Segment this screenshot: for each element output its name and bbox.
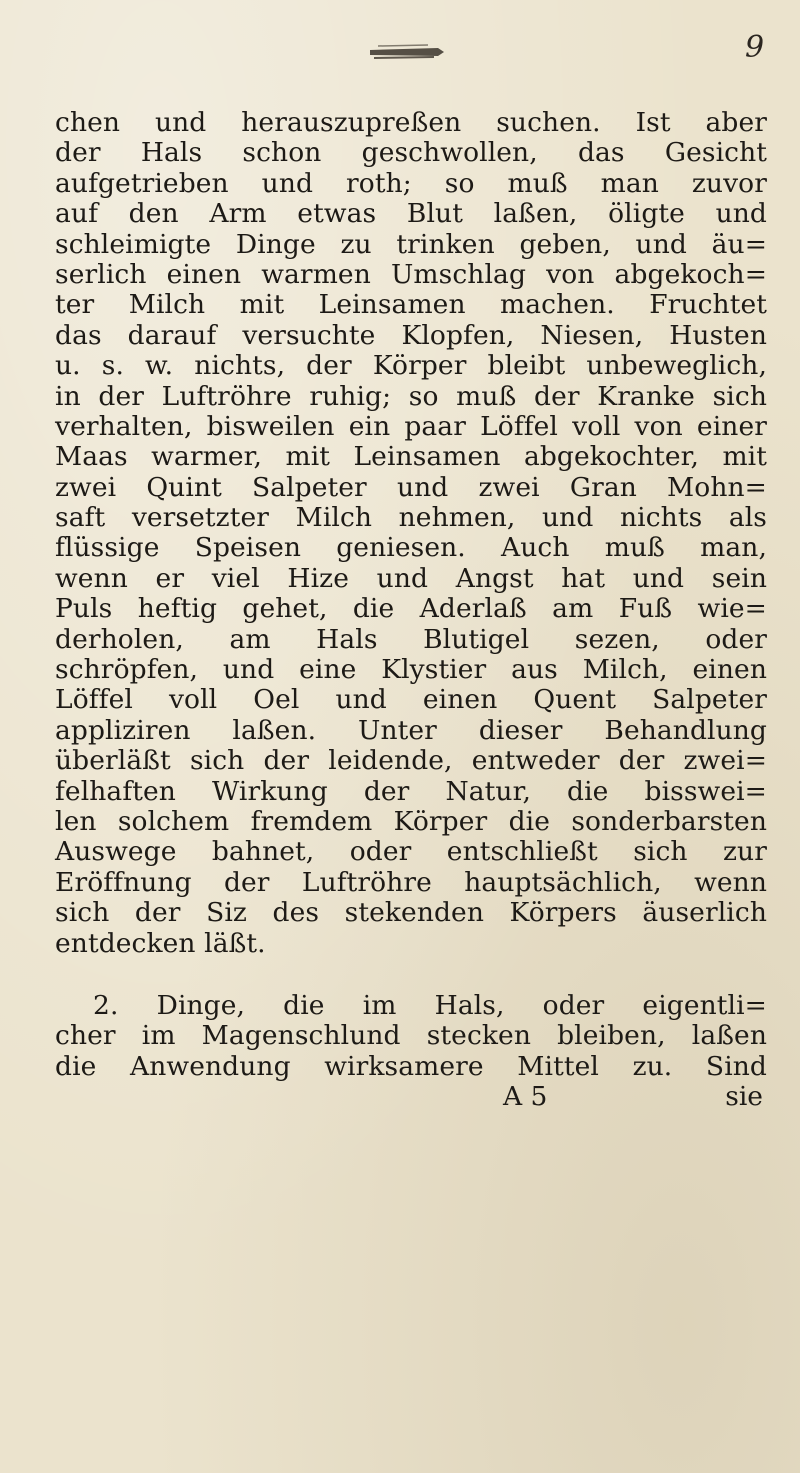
text-line: flüssige Speisen geniesen. Auch muß man,	[55, 532, 767, 564]
text-line: entdecken läßt.	[55, 927, 266, 959]
text-line: Löffel voll Oel und einen Quent Salpeter	[55, 684, 767, 716]
text-line: wenn er viel Hize und Angst hat und sein	[55, 562, 767, 594]
text-line: ter Milch mit Leinsamen machen. Fruchtet	[55, 289, 767, 321]
main-text	[55, 108, 767, 1113]
text-line: felhaften Wirkung der Natur, die bisswei=	[55, 775, 767, 807]
page-footer	[55, 1082, 767, 1112]
text-line: schleimigte Dinge zu trinken geben, und äu=	[55, 228, 767, 260]
text-line: chen und herauszupreßen suchen. Ist aber	[55, 107, 767, 138]
text-line: auf den Arm etwas Blut laßen, öligte und	[55, 198, 767, 230]
paragraph-gap	[55, 959, 767, 991]
catchword: sie	[725, 1081, 763, 1113]
text-line: appliziren laßen. Unter dieser Behandlung	[55, 714, 767, 746]
text-line: verhalten, bisweilen ein paar Löffel voll von einer	[55, 410, 767, 442]
text-line: schröpfen, und eine Klystier aus Milch, einen	[55, 654, 767, 686]
rule-ornament-icon	[368, 42, 446, 64]
text-line: sich der Siz des stekenden Körpers äuserlich	[55, 897, 767, 929]
text-line: serlich einen warmen Umschlag von abgekoch=	[55, 258, 767, 290]
signature-mark: A 5	[503, 1081, 548, 1113]
text-line: Puls heftig gehet, die Aderlaß am Fuß wie=	[55, 593, 767, 625]
text-line: Eröffnung der Luftröhre hauptsächlich, wenn	[55, 866, 767, 898]
text-line: zwei Quint Salpeter und zwei Gran Mohn=	[55, 471, 767, 503]
text-line: in der Luftröhre ruhig; so muß der Kranke sich	[55, 380, 767, 412]
text-line: aufgetrieben und roth; so muß man zuvor	[55, 167, 767, 199]
text-line: der Hals schon geschwollen, das Gesicht	[55, 137, 767, 169]
text-line: Maas warmer, mit Leinsamen abgekochter, mit	[55, 441, 767, 473]
text-line: cher im Magenschlund stecken bleiben, laßen	[55, 1020, 767, 1052]
paragraph-2	[55, 991, 767, 1082]
text-line: das darauf versuchte Klopfen, Niesen, Husten	[55, 319, 767, 351]
text-line: 2. Dinge, die im Hals, oder eigentli=	[93, 989, 767, 1021]
text-line: saft versetzter Milch nehmen, und nichts als	[55, 502, 767, 534]
page-number: 9	[745, 30, 765, 65]
text-line: len solchem fremdem Körper die sonderbarsten	[55, 805, 767, 837]
text-line: überläßt sich der leidende, entweder der zwei=	[55, 745, 767, 777]
paragraph-1	[55, 108, 767, 959]
text-line: derholen, am Hals Blutigel sezen, oder	[55, 623, 767, 655]
text-line: Auswege bahnet, oder entschließt sich zur	[55, 836, 767, 868]
text-line: die Anwendung wirksamere Mittel zu. Sind	[55, 1050, 767, 1082]
text-line: u. s. w. nichts, der Körper bleibt unbeweglich,	[55, 350, 767, 382]
